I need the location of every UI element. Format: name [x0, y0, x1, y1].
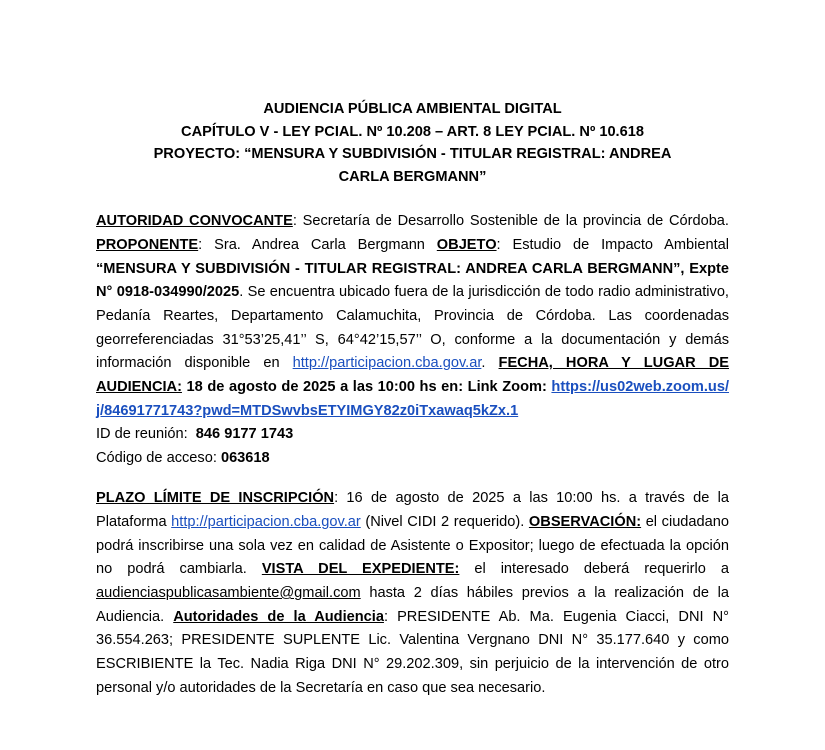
label-fecha-hora-lugar: FECHA, HORA Y LUGAR DE AUDIENCIA:	[96, 355, 729, 395]
document-body	[96, 210, 729, 700]
text-observacion: el ciudadano podrá inscribirse una sola vez en calidad de Asistente o Expositor; luego de efectuada la opción no podrá cambiarla.	[96, 514, 730, 578]
link-plataforma-participacion[interactable]: http://participacion.cba.gov.ar	[171, 514, 361, 531]
link-email-audiencias[interactable]: audienciaspublicasambiente@gmail.com	[96, 585, 361, 602]
label-proponente: PROPONENTE	[96, 237, 199, 254]
link-participacion-cba[interactable]: http://participacion.cba.gov.ar	[292, 355, 482, 372]
title-line-1: AUDIENCIA PÚBLICA AMBIENTAL DIGITAL	[263, 101, 562, 117]
text-autoridades-audiencia: : PRESIDENTE Ab. Ma. Eugenia Ciacci, DNI N° 36.554.263; PRESIDENTE SUPLENTE Lic. Valentina Vergnano DNI N° 35.177.640 y como ESCRIBIENTE la Tec. Nadia Riga DNI N° 29.202.309, sin perjuicio de la intervención de otro personal y/o autoridades de la Secretaría en caso que sea necesario.	[96, 608, 729, 696]
text-after-link: .	[481, 355, 499, 372]
paragraph-convocatoria	[96, 210, 729, 423]
label-observacion: OBSERVACIÓN:	[528, 514, 642, 531]
label-autoridades-audiencia: Autoridades de la Audiencia	[173, 608, 384, 625]
label-vista-expediente: VISTA DEL EXPEDIENTE:	[261, 561, 460, 578]
label-plazo-limite: PLAZO LÍMITE DE INSCRIPCIÓN	[96, 490, 335, 507]
text-vista-expediente: el interesado deberá requerirlo a	[459, 561, 729, 578]
value-meeting-id: 846 9177 1743	[195, 426, 294, 443]
text-objeto-proyecto: “MENSURA Y SUBDIVISIÓN - TITULAR REGISTRAL: ANDREA CARLA BERGMANN”, Expte N° 0918-034990/2025	[96, 260, 729, 301]
text-objeto: : Estudio de Impacto Ambiental	[496, 237, 729, 254]
value-meeting-code: 063618	[220, 449, 270, 466]
paragraph-spacer	[96, 470, 729, 487]
document-title	[96, 98, 729, 188]
text-plazo-limite: : 16 de agosto de 2025 a las 10:00 hs. a través de la Plataforma	[96, 490, 730, 531]
title-line-3: PROYECTO: “MENSURA Y SUBDIVISIÓN - TITULAR REGISTRAL: ANDREA	[153, 146, 672, 163]
text-nivel-cidi: (Nivel CIDI 2 requerido).	[360, 514, 529, 531]
title-line-4: CARLA BERGMANN”	[338, 168, 487, 185]
text-autoridad-convocante: : Secretaría de Desarrollo Sostenible de la provincia de Córdoba.	[292, 213, 729, 230]
label-autoridad-convocante: AUTORIDAD CONVOCANTE	[96, 213, 293, 230]
text-ubicacion: . Se encuentra ubicado fuera de la jurisdicción de todo radio administrativo, Pedanía Reartes, Departamento Calamuchita, Provincia de Córdoba. Las coordenadas georreferenciadas 31°53’25,41’’ S, 64°42’15,57’’ O, conforme a la documentación y demás información disponible en	[96, 284, 729, 372]
link-zoom-meeting[interactable]: https://us02web.zoom.us/j/84691771743?pwd=MTDSwvbsETYIMGY82z0iTxawaq5kZx.1	[96, 378, 729, 419]
paragraph-inscripcion	[96, 487, 729, 700]
label-meeting-id: ID de reunión:	[96, 426, 188, 443]
label-meeting-code: Código de acceso:	[96, 449, 217, 466]
title-line-2: CAPÍTULO V - LEY PCIAL. Nº 10.208 – ART. 8 LEY PCIAL. Nº 10.618	[181, 123, 644, 140]
meeting-code-line	[96, 447, 729, 471]
label-objeto: OBJETO	[436, 237, 497, 254]
text-vista-expediente-2: hasta 2 días hábiles previos a la realización de la Audiencia.	[96, 585, 729, 625]
meeting-id-line	[96, 423, 729, 447]
text-fecha-hora: 18 de agosto de 2025 a las 10:00 hs en: Link Zoom:	[181, 378, 552, 395]
text-proponente: : Sra. Andrea Carla Bergmann	[198, 237, 437, 254]
